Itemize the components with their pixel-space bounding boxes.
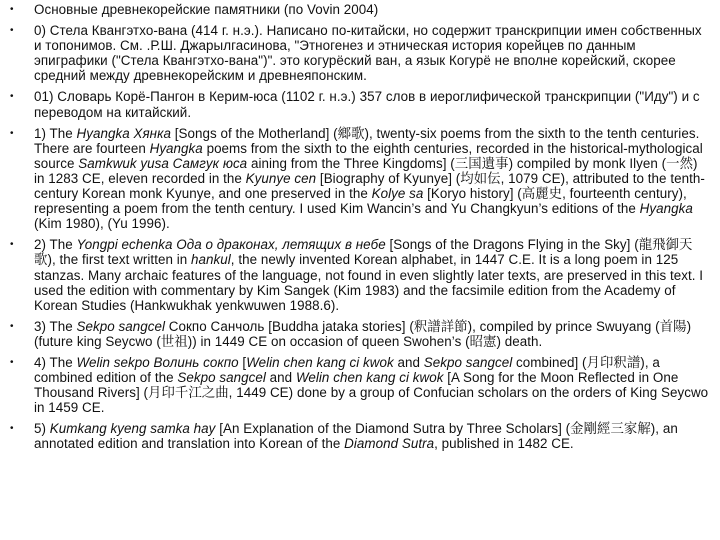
item-text <box>34 355 708 415</box>
text-run: and <box>393 354 424 370</box>
text-run: Основные древнекорейские памятники (по Vovin 2004) <box>34 2 379 17</box>
text-run: 3) The <box>34 318 77 334</box>
list-item <box>10 421 710 451</box>
text-run: [Songs of the Motherland] (鄉歌), twenty-six poems from the sixth to the tenth centuries. There are fourteen <box>34 125 700 156</box>
text-run: [Biography of Kyunye] (均如伝, 1079 CE), attributed to the tenth-century Korean monk Kyunye, and one preserved in the <box>34 170 705 202</box>
item-text <box>34 421 678 451</box>
italic-text-run: Sekpo sangcel <box>423 354 513 370</box>
item-text <box>34 319 691 349</box>
bullet-list <box>10 2 710 452</box>
item-text <box>34 237 703 312</box>
italic-text-run: Kyunye cen <box>245 170 317 186</box>
item-text <box>34 23 702 83</box>
text-run: 01) Словарь Корё-Пангон в Керим-юса (1102 г. н.э.) 357 слов в иероглифической транскрипции ("Иду") и с переводом на китайский. <box>34 89 700 120</box>
item-text <box>34 2 378 17</box>
italic-text-run: Kolye sa <box>371 186 424 202</box>
bullet-icon: • <box>10 320 14 332</box>
list-item <box>10 126 710 232</box>
italic-text-run: Samkwuk yusa Самгук юса <box>78 155 248 171</box>
italic-text-run: hankul <box>191 252 231 268</box>
list-item <box>10 355 710 415</box>
italic-text-run: Diamond Sutra <box>344 436 435 452</box>
list-item <box>10 23 710 83</box>
text-run: [A Song for the Moon Reflected in One Thousand Rivers] (月印千江之曲, 1449 CE) done by a group of Confucian scholars on the orders of King Seycwo in 1459 CE. <box>34 370 709 416</box>
italic-text-run: Welin sekpo Волинь сокпо <box>76 354 239 370</box>
text-run: Сокпо Санчоль [Buddha jataka stories] (釈譜詳節), compiled by prince Swuyang (首陽) (future king Seycwo (世祖)) in 1449 CE on occasion of queen Swohen’s (昭憲) death. <box>34 318 692 349</box>
italic-text-run: Yongpi echenka Ода о драконах, летящих в небе <box>76 237 386 253</box>
italic-text-run: Welin chen kang ci kwok <box>295 370 444 386</box>
item-text <box>34 89 700 119</box>
italic-text-run: Sekpo sangcel <box>177 370 266 386</box>
list-item <box>10 89 710 119</box>
text-run: aining from the Three Kingdoms] (三国遺事) compiled by monk Ilyen (一然) in 1283 CE, eleven recorded in the <box>34 155 698 186</box>
text-run: , published in 1482 CE. <box>434 436 574 452</box>
text-run: (Kim 1980), (Yu 1996). <box>34 216 170 232</box>
bullet-icon: • <box>10 356 14 368</box>
bullet-icon: • <box>10 127 14 139</box>
bullet-icon: • <box>10 239 14 251</box>
italic-text-run: Kumkang kyeng samka hay <box>49 421 216 437</box>
text-run: 4) The <box>34 354 77 370</box>
text-run: poems from the sixth to the eighth centuries, recorded in the historical-mythological source <box>34 140 703 171</box>
text-run: 5) <box>34 421 50 437</box>
text-run: [Songs of the Dragons Flying in the Sky] (龍飛御天歌), the first text written in <box>34 237 693 268</box>
text-run: 1) The <box>34 125 77 141</box>
text-run: [An Explanation of the Diamond Sutra by Three Scholars] (金剛經三家解), an annotated edition and translation into Korean of the <box>34 421 678 452</box>
bullet-icon: • <box>10 423 14 435</box>
item-text <box>34 126 705 232</box>
bullet-icon: • <box>10 91 14 103</box>
list-item <box>10 2 710 17</box>
bullet-icon: • <box>10 25 14 37</box>
list-item <box>10 237 710 312</box>
bullet-icon: • <box>10 4 14 15</box>
list-item <box>10 319 710 349</box>
italic-text-run: Hyangka <box>149 140 203 156</box>
text-run: [Koryo history] (高麗史, fourteenth century), representing a poem from the tenth century. I used Kim Wancin’s and Yu Changkyun’s editions of the <box>34 186 687 217</box>
text-run: 2) The <box>34 237 77 253</box>
text-run: combined] (月印釈譜), a combined edition of the <box>34 354 660 386</box>
italic-text-run: Welin chen kang ci kwok <box>246 354 394 370</box>
italic-text-run: Hyangka Хянка <box>76 125 171 141</box>
text-run: and <box>265 370 296 386</box>
text-run: 0) Стела Квангэтхо-вана (414 г. н.э.). Написано по-китайски, но содержит транскрипции имен собственных и топонимов. См. .Р.Ш. Джарылгасинова, "Этногенез и этническая история корейцев по данным эпиграфики ("Стела Квангэтхо-вана")". это когурёский ван, а язык Когурё не вполне корейский, скорее средний между древнекорейским и древнеяпонским. <box>34 23 702 84</box>
text-run: [ <box>238 354 247 370</box>
text-run: , the newly invented Korean alphabet, in 1447 C.E. It is a long poem in 125 stanzas. Many archaic features of the language, not found in even slightly later texts, are preserved in this text. I used the edition with commentary by Kim Sangek (Kim 1983) and the facsimile edition from the Academy of Korean Studies (Hankwukhak yenkwuwen 1988.6). <box>34 252 704 313</box>
italic-text-run: Sekpo sangcel <box>76 318 166 334</box>
italic-text-run: Hyangka <box>639 201 693 217</box>
